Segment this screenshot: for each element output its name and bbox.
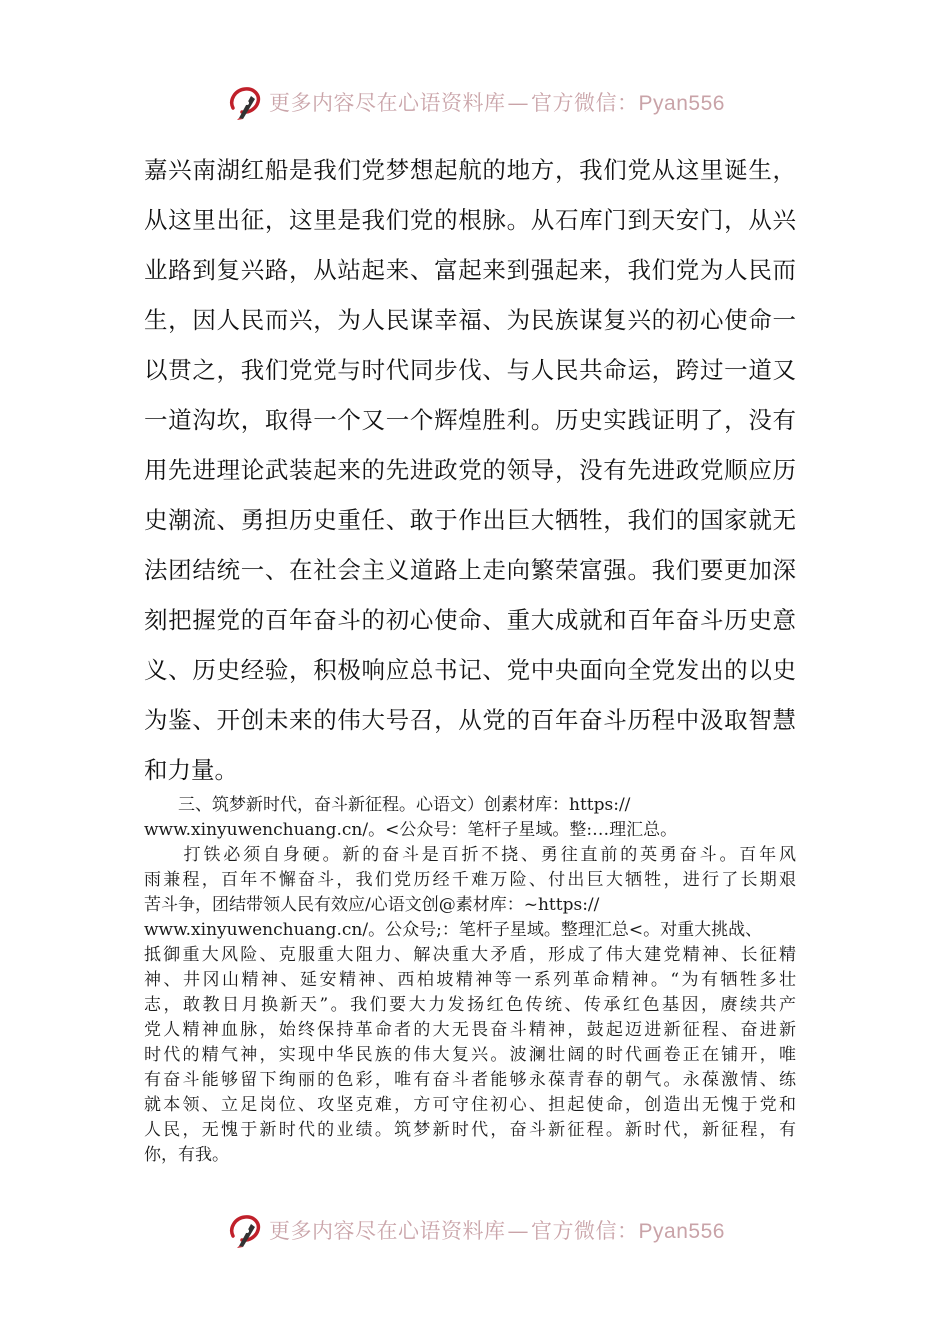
main-paragraph (144, 145, 796, 795)
main-line: 一道沟坎，取得一个又一个辉煌胜利。历史实践证明了，没有 (144, 406, 796, 434)
footer-separator: — (507, 1219, 530, 1243)
footer-wechat-label: 官方微信： (531, 1219, 639, 1243)
body-line: 抵御重大风险、克服重大阻力、解决重大矛盾，形成了伟大建党精神、长征精 (144, 945, 796, 965)
body-line: 神、井冈山精神、延安精神、西柏坡精神等一系列革命精神。“为有牺牲多壮 (144, 970, 796, 990)
writing-quill-logo-icon (225, 1210, 265, 1250)
body-line: 志，敢教日月换新天”。我们要大力发扬红色传统、传承红色基因，赓续共产 (144, 995, 796, 1015)
body-paragraph (144, 843, 796, 1168)
body-line: 雨兼程，百年不懈奋斗，我们党历经千难万险、付出巨大牺牲，进行了长期艰 (144, 870, 796, 890)
header-site-text: 更多内容尽在心语资料库 (269, 91, 506, 115)
main-line: 嘉兴南湖红船是我们党梦想起航的地方，我们党从这里诞生， (144, 156, 796, 184)
body-line: 就本领、立足岗位、攻坚克难，方可守住初心、担起使命，创造出无愧于党和 (144, 1095, 796, 1115)
heading-line: www.xinyuwenchuang.cn/。<公众号：笔杆子星域。整:…理汇总。 (144, 820, 678, 840)
header-separator: — (507, 91, 530, 115)
header-banner (0, 80, 950, 124)
body-line: 你，有我。 (144, 1145, 229, 1165)
writing-quill-logo-icon (225, 82, 265, 122)
footer-banner-text (269, 1215, 725, 1245)
main-line: 生，因人民而兴，为人民谋幸福、为民族谋复兴的初心使命一 (144, 306, 796, 334)
header-banner-text (269, 87, 725, 117)
body-line: 苦斗争，团结带领人民有效应/心语文创@素材库：~https:// (144, 895, 600, 915)
main-line: 和力量。 (144, 756, 238, 784)
body-line: www.xinyuwenchuang.cn/。公众号;：笔杆子星域。整理汇总<。对重大挑战、 (144, 920, 763, 940)
main-line: 法团结统一、在社会主义道路上走向繁荣富强。我们要更加深 (144, 556, 796, 584)
main-line: 业路到复兴路，从站起来、富起来到强起来，我们党为人民而 (144, 256, 796, 284)
body-line: 时代的精气神，实现中华民族的伟大复兴。波澜壮阔的时代画卷正在铺开，唯 (144, 1045, 796, 1065)
main-line: 用先进理论武装起来的先进政党的领导，没有先进政党顺应历 (144, 456, 796, 484)
main-line: 义、历史经验，积极响应总书记、党中央面向全党发出的以史 (144, 656, 796, 684)
body-line: 打铁必须自身硬。新的奋斗是百折不挠、勇往直前的英勇奋斗。百年风 (144, 845, 796, 865)
body-line: 党人精神血脉，始终保持革命者的大无畏奋斗精神，鼓起迈进新征程、奋进新 (144, 1020, 796, 1040)
body-line: 有奋斗能够留下绚丽的色彩，唯有奋斗者能够永葆青春的朝气。永葆激情、练 (144, 1070, 796, 1090)
main-line: 以贯之，我们党党与时代同步伐、与人民共命运，跨过一道又 (144, 356, 796, 384)
header-wechat-label: 官方微信： (531, 91, 639, 115)
main-line: 为鉴、开创未来的伟大号召，从党的百年奋斗历程中汲取智慧 (144, 706, 796, 734)
footer-site-text: 更多内容尽在心语资料库 (269, 1219, 506, 1243)
footer-wechat-id: Pyan556 (638, 1220, 725, 1243)
header-wechat-id: Pyan556 (638, 92, 725, 115)
section-heading-paragraph (144, 793, 796, 843)
heading-line: 三、筑梦新时代，奋斗新征程。心语文）创素材库：https:// (144, 795, 631, 815)
body-line: 人民，无愧于新时代的业绩。筑梦新时代，奋斗新征程。新时代，新征程，有 (144, 1120, 796, 1140)
main-line: 刻把握党的百年奋斗的初心使命、重大成就和百年奋斗历史意 (144, 606, 796, 634)
main-line: 史潮流、勇担历史重任、敢于作出巨大牺牲，我们的国家就无 (144, 506, 796, 534)
main-line: 从这里出征，这里是我们党的根脉。从石库门到天安门，从兴 (144, 206, 796, 234)
footer-banner (0, 1208, 950, 1252)
